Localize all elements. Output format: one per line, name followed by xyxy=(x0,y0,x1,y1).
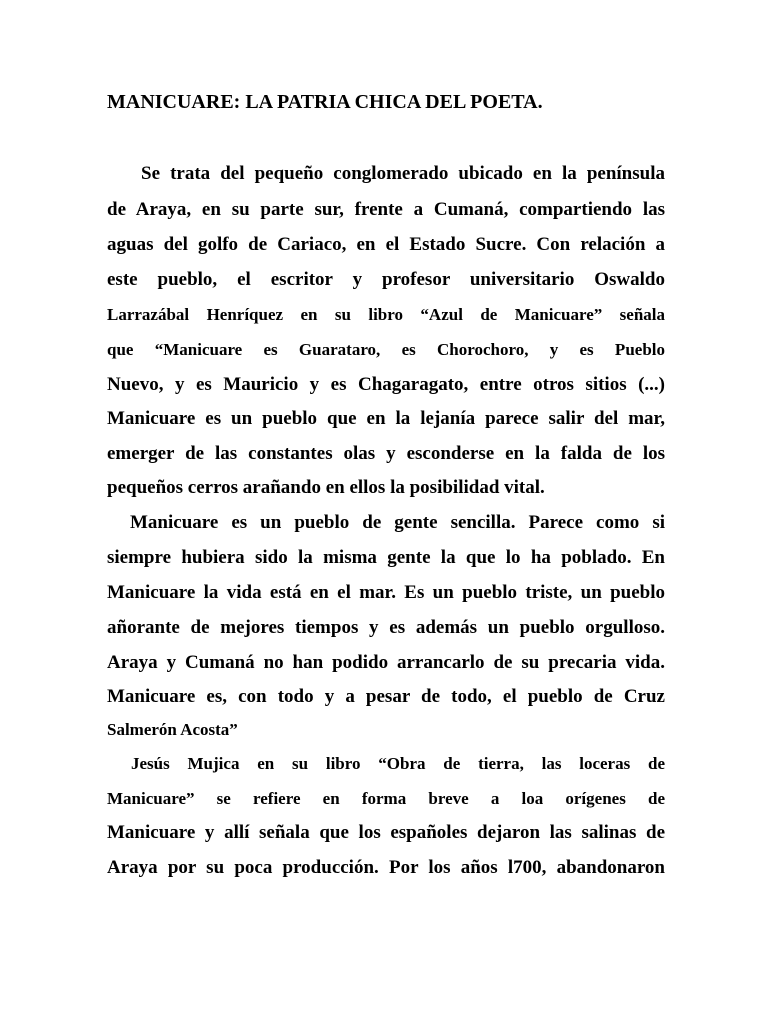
paragraph-line: Manicuare la vida está en el mar. Es un pueblo triste, un pueblo xyxy=(107,582,665,603)
paragraph-line: Araya por su poca producción. Por los años l700, abandonaron xyxy=(107,857,665,878)
paragraph-line: que “Manicuare es Guarataro, es Chorochoro, y es Pueblo xyxy=(107,340,665,359)
paragraph-line: aguas del golfo de Cariaco, en el Estado Sucre. Con relación a xyxy=(107,234,665,255)
paragraph-line: Se trata del pequeño conglomerado ubicado en la península xyxy=(141,163,665,184)
paragraph-line: Nuevo, y es Mauricio y es Chagaragato, entre otros sitios (...) xyxy=(107,374,665,395)
paragraph-line: de Araya, en su parte sur, frente a Cumaná, compartiendo las xyxy=(107,199,665,220)
paragraph-line: Jesús Mujica en su libro “Obra de tierra, las loceras de xyxy=(131,754,665,773)
paragraph-line: siempre hubiera sido la misma gente la que lo ha poblado. En xyxy=(107,547,665,568)
paragraph-line: este pueblo, el escritor y profesor universitario Oswaldo xyxy=(107,269,665,290)
paragraph-line: Manicuare es un pueblo de gente sencilla. Parece como si xyxy=(130,512,665,533)
paragraph-line: Manicuare” se refiere en forma breve a loa orígenes de xyxy=(107,789,665,808)
paragraph-line: Araya y Cumaná no han podido arrancarlo de su precaria vida. xyxy=(107,652,665,673)
paragraph-line: añorante de mejores tiempos y es además un pueblo orgulloso. xyxy=(107,617,665,638)
paragraph-line: pequeños cerros arañando en ellos la posibilidad vital. xyxy=(107,477,545,498)
paragraph-line: Manicuare es, con todo y a pesar de todo, el pueblo de Cruz xyxy=(107,686,665,707)
page-title: MANICUARE: LA PATRIA CHICA DEL POETA. xyxy=(107,91,543,113)
paragraph-line: emerger de las constantes olas y esconderse en la falda de los xyxy=(107,443,665,464)
paragraph-line: Manicuare y allí señala que los españoles dejaron las salinas de xyxy=(107,822,665,843)
paragraph-line: Larrazábal Henríquez en su libro “Azul de Manicuare” señala xyxy=(107,305,665,324)
paragraph-line: Manicuare es un pueblo que en la lejanía parece salir del mar, xyxy=(107,408,665,429)
paragraph-line: Salmerón Acosta” xyxy=(107,720,238,739)
